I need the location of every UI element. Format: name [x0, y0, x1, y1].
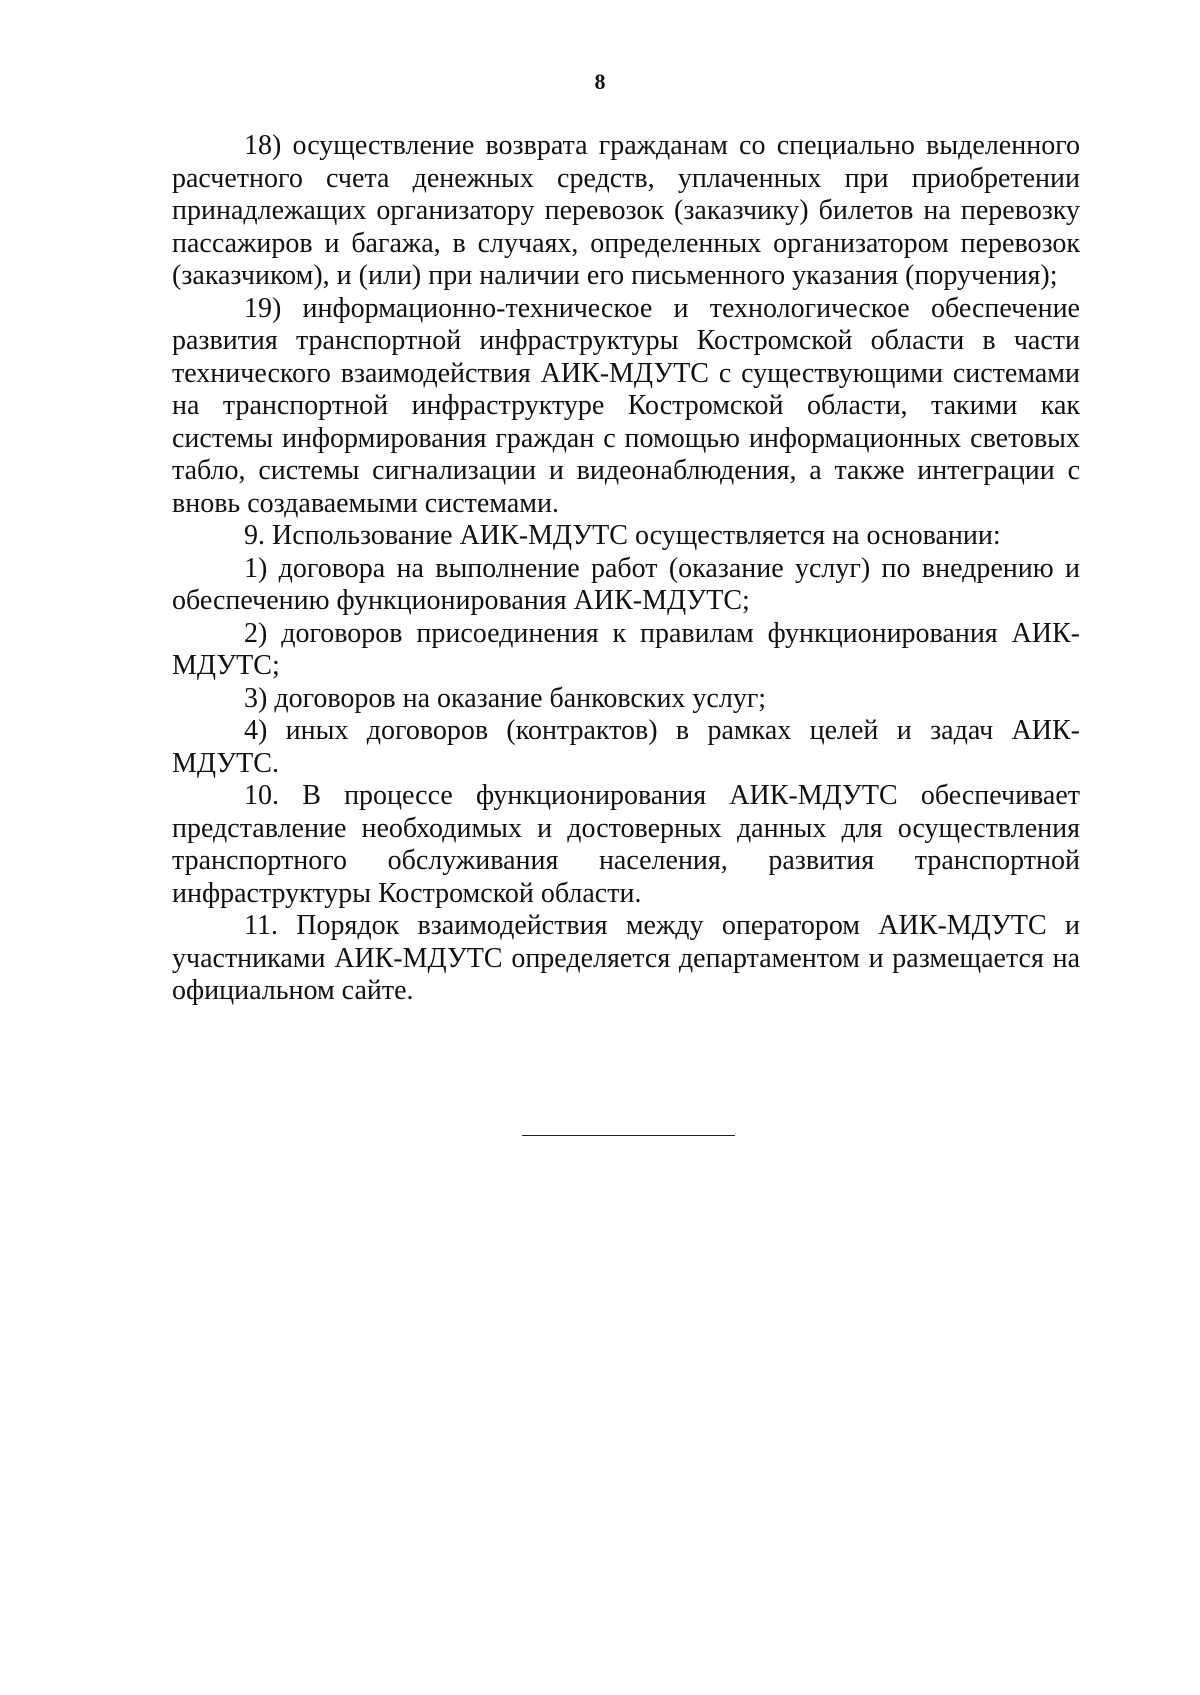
- paragraph-section-10: 10. В процессе функционирования АИК-МДУТС обеспечивает представление необходимых и достоверных данных для осуществления транспортного обслуживания населения, развития транспортной инфраструктуры Костромской области.: [172, 780, 1080, 909]
- page-number: 8: [594, 69, 606, 94]
- paragraph-item-18: 18) осуществление возврата гражданам со специально выделенного расчетного счета денежных средств, уплаченных при приобретении принадлежащих организатору перевозок (заказчику) билетов на перевозку пассажиров и багажа, в случаях, определенных организатором перевозок (заказчиком), и (или) при наличии его письменного указания (поручения);: [172, 130, 1080, 291]
- paragraph-item-9-3: 3) договоров на оказание банковских услуг;: [244, 682, 767, 714]
- end-separator-line: [522, 1135, 735, 1136]
- paragraph-section-11: 11. Порядок взаимодействия между оператором АИК-МДУТС и участниками АИК-МДУТС определяется департаментом и размещается на официальном сайте.: [172, 910, 1080, 1006]
- document-body: [172, 130, 1080, 1008]
- paragraph-item-9-2: 2) договоров присоединения к правилам функционирования АИК-МДУТС;: [172, 617, 1080, 681]
- paragraph-item-19: 19) информационно-техническое и технологическое обеспечение развития транспортной инфраструктуры Костромской области в части технического взаимодействия АИК-МДУТС с существующими системами на транспортной инфраструктуре Костромской области, такими как системы информирования граждан с помощью информационных световых табло, системы сигнализации и видеонаблюдения, а также интеграции с вновь создаваемыми системами.: [172, 292, 1080, 519]
- paragraph-item-9-1: 1) договора на выполнение работ (оказание услуг) по внедрению и обеспечению функционирования АИК-МДУТС;: [172, 552, 1080, 616]
- paragraph-item-9-4: 4) иных договоров (контрактов) в рамках целей и задач АИК-МДУТС.: [172, 715, 1080, 779]
- paragraph-section-9: 9. Использование АИК-МДУТС осуществляется на основании:: [244, 520, 1001, 551]
